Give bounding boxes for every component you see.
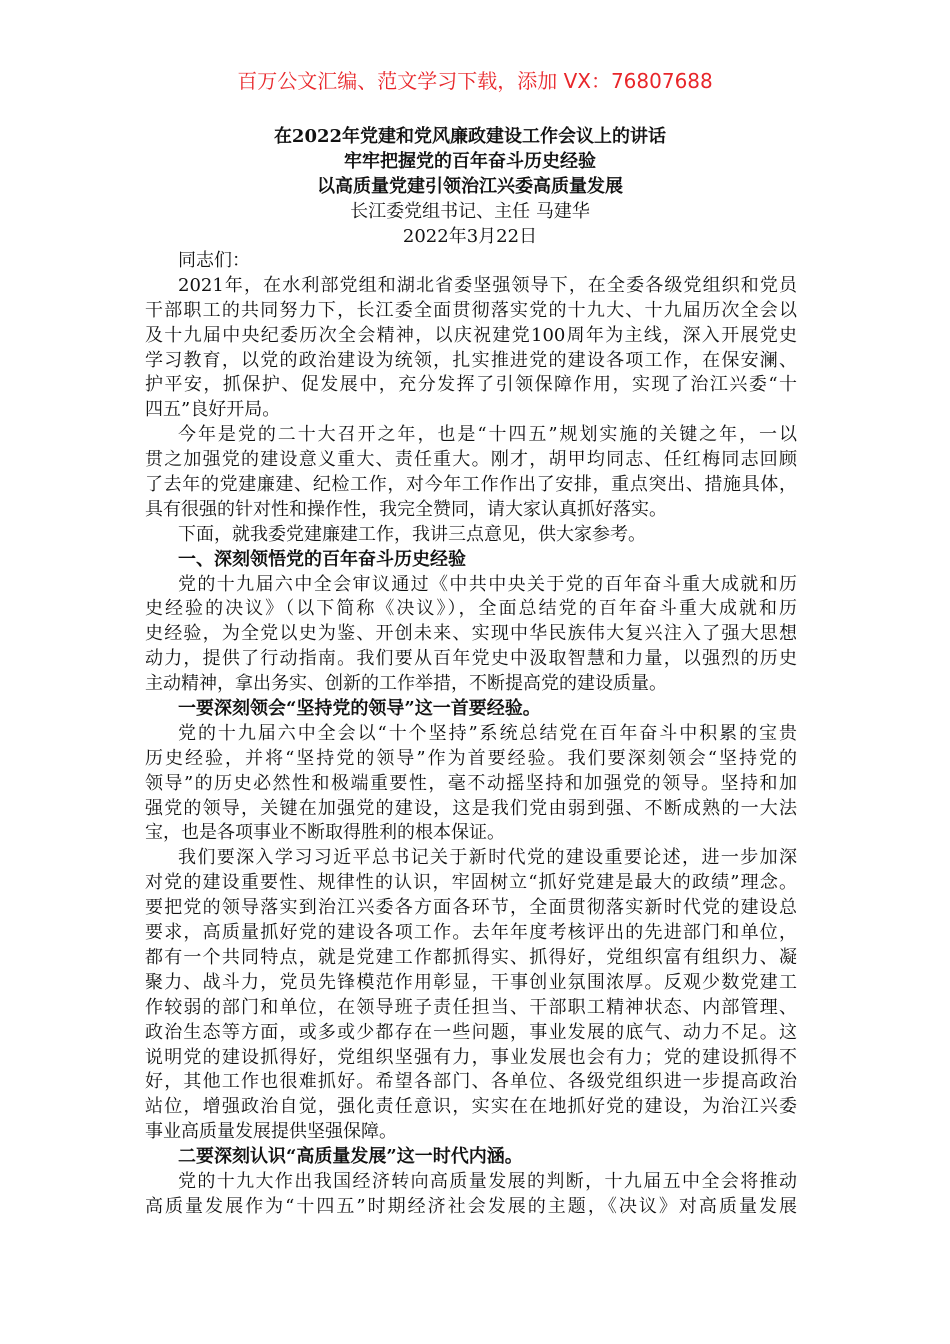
text-line: 一、深刻领悟党的百年奋斗历史经验 (178, 548, 466, 570)
document-body (145, 249, 797, 1220)
text-line: 高质量发展作为“十四五”时期经济社会发展的主题，《决议》对高质量发展 (145, 1195, 797, 1217)
paragraph (145, 274, 797, 423)
text-line: 四五”良好开局。 (145, 399, 281, 421)
text-line: 一要深刻领会“坚持党的领导”这一首要经验。 (178, 698, 541, 720)
text-line: 党的十九大作出我国经济转向高质量发展的判断，十九届五中全会将推动 (178, 1170, 797, 1192)
text-line: 同志们： (178, 250, 250, 271)
text-line: 党的十九届六中全会审议通过《中共中央关于党的百年奋斗重大成就和历 (178, 573, 797, 595)
paragraph (145, 846, 797, 1145)
download-banner: 百万公文汇编、范文学习下载，添加 VX：76807688 (237, 69, 713, 93)
text-line: 史经验，为全党以史为鉴、开创未来、实现中华民族伟大复兴注入了强大思想 (145, 623, 797, 645)
text-line: 作较弱的部门和单位，在领导班子责任担当、干部职工精神状态、内部管理、 (145, 996, 797, 1018)
text-line: 宝，也是各项事业不断取得胜利的根本保证。 (145, 822, 505, 844)
paragraph (145, 573, 797, 697)
text-line: 说明党的建设抓得好，党组织坚强有力，事业发展也会有力；党的建设抓得不 (145, 1046, 797, 1068)
document-header (145, 124, 795, 249)
text-line: 及十九届中央纪委历次全会精神，以庆祝建党100周年为主线，深入开展党史 (145, 324, 797, 346)
text-line: 都有一个共同特点，就是党建工作都抓得实、抓得好，党组织富有组织力、凝 (145, 946, 797, 968)
text-line: 今年是党的二十大召开之年，也是“十四五”规划实施的关键之年，一以 (178, 424, 797, 446)
text-line: 下面，就我委党建廉建工作，我讲三点意见，供大家参考。 (178, 523, 646, 545)
text-line: 事业高质量发展提供坚强保障。 (145, 1121, 397, 1143)
text-line: 党的十九届六中全会以“十个坚持”系统总结党在百年奋斗中积累的宝贵 (178, 722, 797, 744)
paragraph (145, 722, 797, 846)
text-line: 要把党的领导落实到治江兴委各方面各环节，全面贯彻落实新时代党的建设总 (145, 897, 797, 919)
text-line: 2021年，在水利部党组和湖北省委坚强领导下，在全委各级党组织和党员 (178, 274, 797, 296)
text-line: 对党的建设重要性、规律性的认识，牢固树立“抓好党建是最大的政绩”理念。 (145, 872, 797, 894)
text-line: 具有很强的针对性和操作性，我完全赞同，请大家认真抓好落实。 (145, 498, 667, 520)
section-heading (145, 697, 797, 722)
paragraph (145, 423, 797, 523)
text-line: 学习教育，以党的政治建设为统领，扎实推进党的建设各项工作，在保安澜、 (145, 349, 797, 371)
paragraph (145, 249, 797, 274)
text-line: 强党的领导，关键在加强党的建设，这是我们党由弱到强、不断成熟的一大法 (145, 797, 797, 819)
title-line-3: 以高质量党建引领治江兴委高质量发展 (317, 176, 623, 197)
paragraph (145, 1170, 797, 1220)
text-line: 聚力、战斗力，党员先锋模范作用彰显，干事创业氛围浓厚。反观少数党建工 (145, 971, 797, 993)
title-line-1: 在2022年党建和党风廉政建设工作会议上的讲话 (273, 126, 667, 147)
text-line: 动力，提供了行动指南。我们要从百年党史中汲取智慧和力量，以强烈的历史 (145, 648, 797, 670)
text-line: 干部职工的共同努力下，长江委全面贯彻落实党的十九大、十九届历次全会以 (145, 299, 797, 321)
text-line: 史经验的决议》（以下简称《决议》），全面总结党的百年奋斗重大成就和历 (145, 598, 797, 620)
text-line: 站位，增强政治自觉，强化责任意识，实实在在地抓好党的建设，为治江兴委 (145, 1096, 797, 1118)
author: 长江委党组书记、主任 马建华 (350, 201, 590, 222)
text-line: 护平安，抓保护、促发展中，充分发挥了引领保障作用，实现了治江兴委“十 (145, 374, 797, 396)
section-heading (145, 548, 797, 573)
text-line: 政治生态等方面，或多或少都存在一些问题，事业发展的底气、动力不足。这 (145, 1021, 797, 1043)
text-line: 领导”的历史必然性和极端重要性，毫不动摇坚持和加强党的领导。坚持和加 (145, 772, 797, 794)
title-line-2: 牢牢把握党的百年奋斗历史经验 (344, 151, 596, 172)
date: 2022年3月22日 (402, 226, 538, 247)
text-line: 主动精神，拿出务实、创新的工作举措，不断提高党的建设质量。 (145, 673, 667, 695)
text-line: 贯之加强党的建设意义重大、责任重大。刚才，胡甲均同志、任红梅同志回顾 (145, 449, 797, 471)
text-line: 好，其他工作也很难抓好。希望各部门、各单位、各级党组织进一步提高政治 (145, 1071, 797, 1093)
text-line: 二要深刻认识“高质量发展”这一时代内涵。 (178, 1146, 523, 1168)
paragraph (145, 523, 797, 548)
text-line: 了去年的党建廉建、纪检工作，对今年工作作出了安排，重点突出、措施具体， (145, 474, 797, 496)
section-heading (145, 1145, 797, 1170)
text-line: 要求，高质量抓好党的建设各项工作。去年年度考核评出的先进部门和单位， (145, 922, 797, 944)
text-line: 我们要深入学习习近平总书记关于新时代党的建设重要论述，进一步加深 (178, 847, 797, 869)
text-line: 历史经验，并将“坚持党的领导”作为首要经验。我们要深刻领会“坚持党的 (145, 747, 797, 769)
